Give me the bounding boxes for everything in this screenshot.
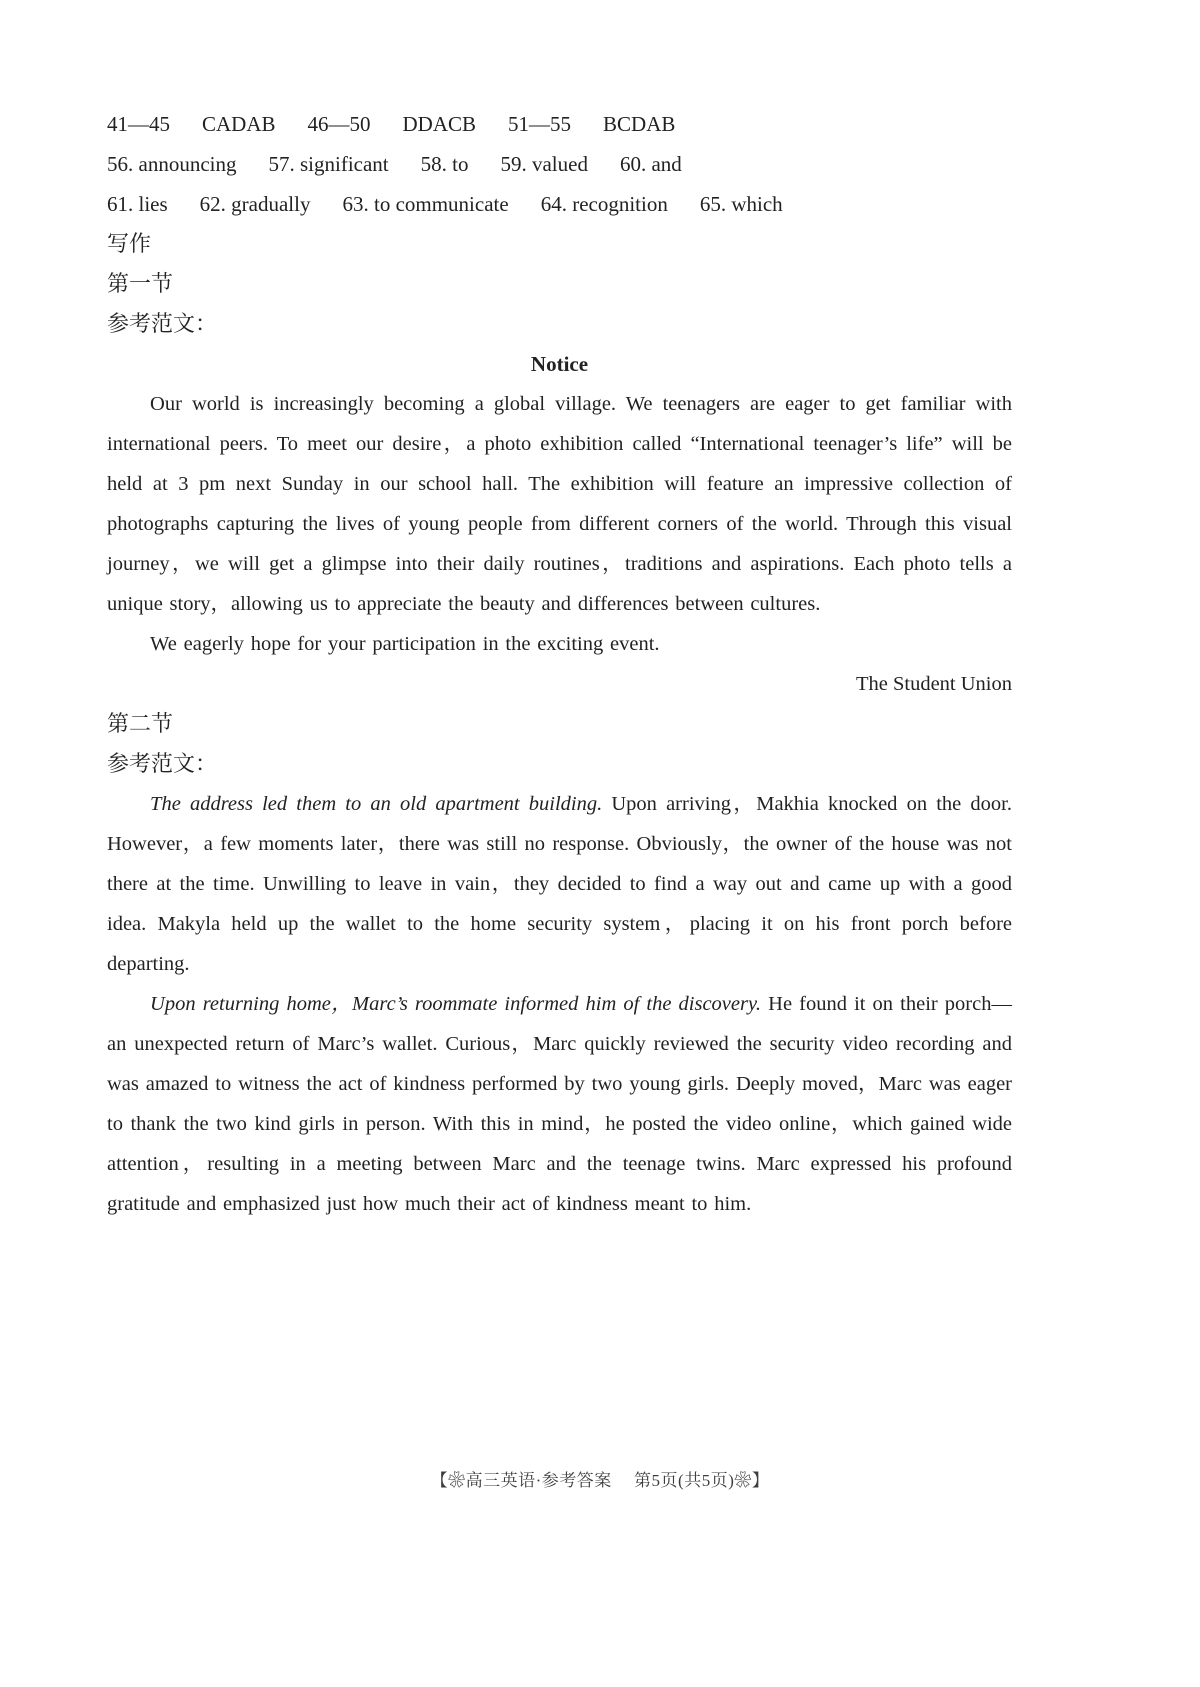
answer-row-61-65 [107,184,1012,224]
writing-section-heading: 写作 [107,231,152,256]
page-footer: 【❀高三英语·参考答案 第5页(共5页)❀】 [430,1471,770,1490]
paragraph1-rest: Upon arriving，Makhia knocked on the door. However，a few moments later，there was still no response. Obviously，the owner of the house was not there at the time. Unwilling to leave in vain，they decided to find a way out and came up with a good idea. Makyla held up the wallet to the home security system，placing it on his front porch before departing. [107,793,1012,975]
answer-61: 61. lies [107,192,168,216]
answer-64: 64. recognition [540,192,668,216]
answer-59: 59. valued [500,152,588,176]
notice-closing-line: We eagerly hope for your participation in the exciting event. [150,633,660,655]
answer-65: 65. which [699,192,783,216]
part2-sample-label: 参考范文： [107,751,218,776]
continuation-paragraph-2 [107,984,1012,1224]
answer-57: 57. significant [268,152,389,176]
paragraph2-italic-lead: Upon returning home，Marc’s roommate informed him of the discovery. [150,993,762,1015]
answer-row-choices [107,104,1012,144]
answer-range-46-50: 46—50 [307,112,371,136]
answer-keys-41-45: CADAB [202,112,276,136]
answer-63: 63. to communicate [342,192,509,216]
answer-56: 56. announcing [107,152,237,176]
answer-keys-46-50: DDACB [402,112,477,136]
paragraph1-italic-lead: The address led them to an old apartment building. [150,793,603,815]
answer-60: 60. and [619,152,682,176]
notice-body-paragraph: Our world is increasingly becoming a global village. We teenagers are eager to get familiar with international peers. To meet our desire，a photo exhibition called “International teenager’s life” will be held at 3 pm next Sunday in our school hall. The exhibition will feature an impressive collection of photographs capturing the lives of young people from different corners of the world. Through this visual journey，we will get a glimpse into their daily routines，traditions and aspirations. Each photo tells a unique story，allowing us to appreciate the beauty and differences between cultures. [107,393,1012,615]
answer-keys-51-55: BCDAB [603,112,676,136]
answer-58: 58. to [420,152,469,176]
part2-heading: 第二节 [107,711,174,736]
answer-row-56-60 [107,144,1012,184]
paragraph2-rest: He found it on their porch—an unexpected return of Marc’s wallet. Curious，Marc quickly reviewed the security video recording and was amazed to witness the act of kindness performed by two young girls. Deeply moved，Marc was eager to thank the two kind girls in person. With this in mind，he posted the video online，which gained wide attention，resulting in a meeting between Marc and the teenage twins. Marc expressed his profound gratitude and emphasized just how much their act of kindness meant to him. [107,993,1012,1215]
part1-heading: 第一节 [107,271,174,296]
answer-range-41-45: 41—45 [107,112,170,136]
part1-sample-label: 参考范文： [107,311,218,336]
answer-62: 62. gradually [199,192,311,216]
answer-range-51-55: 51—55 [508,112,572,136]
continuation-paragraph-1 [107,784,1012,984]
notice-title: Notice [530,352,589,376]
signature-student-union: The Student Union [855,673,1012,695]
